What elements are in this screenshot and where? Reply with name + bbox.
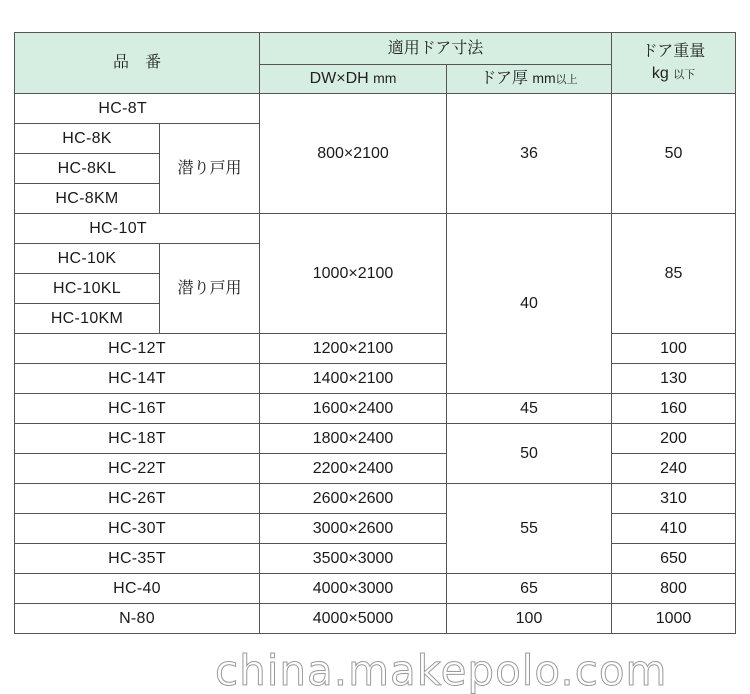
model-cell: HC-10KL bbox=[15, 274, 160, 304]
weight-cell: 410 bbox=[612, 514, 736, 544]
model-cell: HC-40 bbox=[15, 574, 260, 604]
size-cell: 1800×2400 bbox=[260, 424, 447, 454]
model-cell: HC-16T bbox=[15, 394, 260, 424]
model-cell: HC-18T bbox=[15, 424, 260, 454]
thickness-suffix: 以上 bbox=[555, 74, 578, 86]
thickness-unit: mm bbox=[532, 70, 556, 86]
site-watermark: china.makepolo.com bbox=[215, 648, 668, 694]
weight-cell: 310 bbox=[612, 484, 736, 514]
weight-cell: 1000 bbox=[612, 604, 736, 634]
size-cell: 1600×2400 bbox=[260, 394, 447, 424]
table-row bbox=[15, 214, 736, 244]
weight-cell: 50 bbox=[612, 94, 736, 214]
door-closer-spec-table bbox=[14, 32, 736, 634]
dwdh-label: DW×DH bbox=[309, 70, 369, 87]
size-cell: 2600×2600 bbox=[260, 484, 447, 514]
dwdh-unit: mm bbox=[373, 70, 397, 86]
door-weight-unit: kg bbox=[651, 65, 669, 82]
size-cell: 1200×2100 bbox=[260, 334, 447, 364]
door-weight-suffix: 以下 bbox=[673, 69, 696, 81]
thickness-cell: 40 bbox=[447, 214, 612, 394]
weight-cell: 100 bbox=[612, 334, 736, 364]
dwdh-header bbox=[260, 65, 447, 94]
model-cell: HC-30T bbox=[15, 514, 260, 544]
model-cell: HC-35T bbox=[15, 544, 260, 574]
model-cell: N-80 bbox=[15, 604, 260, 634]
thickness-cell: 36 bbox=[447, 94, 612, 214]
table-row bbox=[15, 484, 736, 514]
size-cell: 1400×2100 bbox=[260, 364, 447, 394]
model-cell: HC-8KM bbox=[15, 184, 160, 214]
thickness-cell: 50 bbox=[447, 424, 612, 484]
door-size-header: 適用ドア寸法 bbox=[260, 33, 612, 65]
table-row bbox=[15, 334, 736, 364]
table-row bbox=[15, 454, 736, 484]
size-cell: 4000×5000 bbox=[260, 604, 447, 634]
weight-cell: 130 bbox=[612, 364, 736, 394]
size-cell: 2200×2400 bbox=[260, 454, 447, 484]
table-row bbox=[15, 544, 736, 574]
weight-cell: 800 bbox=[612, 574, 736, 604]
thickness-cell: 45 bbox=[447, 394, 612, 424]
model-header: 品 番 bbox=[15, 33, 260, 94]
table-row bbox=[15, 574, 736, 604]
table-row bbox=[15, 394, 736, 424]
weight-cell: 650 bbox=[612, 544, 736, 574]
table-row bbox=[15, 94, 736, 124]
model-cell: HC-8T bbox=[15, 94, 260, 124]
model-cell: HC-10K bbox=[15, 244, 160, 274]
thickness-cell: 65 bbox=[447, 574, 612, 604]
size-cell: 4000×3000 bbox=[260, 574, 447, 604]
model-cell: HC-10KM bbox=[15, 304, 160, 334]
table-row bbox=[15, 364, 736, 394]
door-weight-title: ドア重量 bbox=[641, 43, 706, 60]
model-cell: HC-14T bbox=[15, 364, 260, 394]
thickness-cell: 55 bbox=[447, 484, 612, 574]
weight-cell: 85 bbox=[612, 214, 736, 334]
model-cell: HC-8K bbox=[15, 124, 160, 154]
weight-cell: 160 bbox=[612, 394, 736, 424]
header-row-1 bbox=[15, 33, 736, 65]
size-cell: 3500×3000 bbox=[260, 544, 447, 574]
table-row bbox=[15, 424, 736, 454]
model-cell: HC-10T bbox=[15, 214, 260, 244]
wicket-label: 潜り戸用 bbox=[160, 244, 260, 334]
model-cell: HC-26T bbox=[15, 484, 260, 514]
size-cell: 800×2100 bbox=[260, 94, 447, 214]
size-cell: 1000×2100 bbox=[260, 214, 447, 334]
thickness-label: ドア厚 bbox=[480, 70, 528, 87]
weight-cell: 240 bbox=[612, 454, 736, 484]
model-cell: HC-22T bbox=[15, 454, 260, 484]
wicket-label: 潜り戸用 bbox=[160, 124, 260, 214]
thickness-cell: 100 bbox=[447, 604, 612, 634]
table-row bbox=[15, 514, 736, 544]
size-cell: 3000×2600 bbox=[260, 514, 447, 544]
model-cell: HC-8KL bbox=[15, 154, 160, 184]
weight-cell: 200 bbox=[612, 424, 736, 454]
door-weight-header bbox=[612, 33, 736, 94]
thickness-header bbox=[447, 65, 612, 94]
table-row bbox=[15, 604, 736, 634]
model-cell: HC-12T bbox=[15, 334, 260, 364]
